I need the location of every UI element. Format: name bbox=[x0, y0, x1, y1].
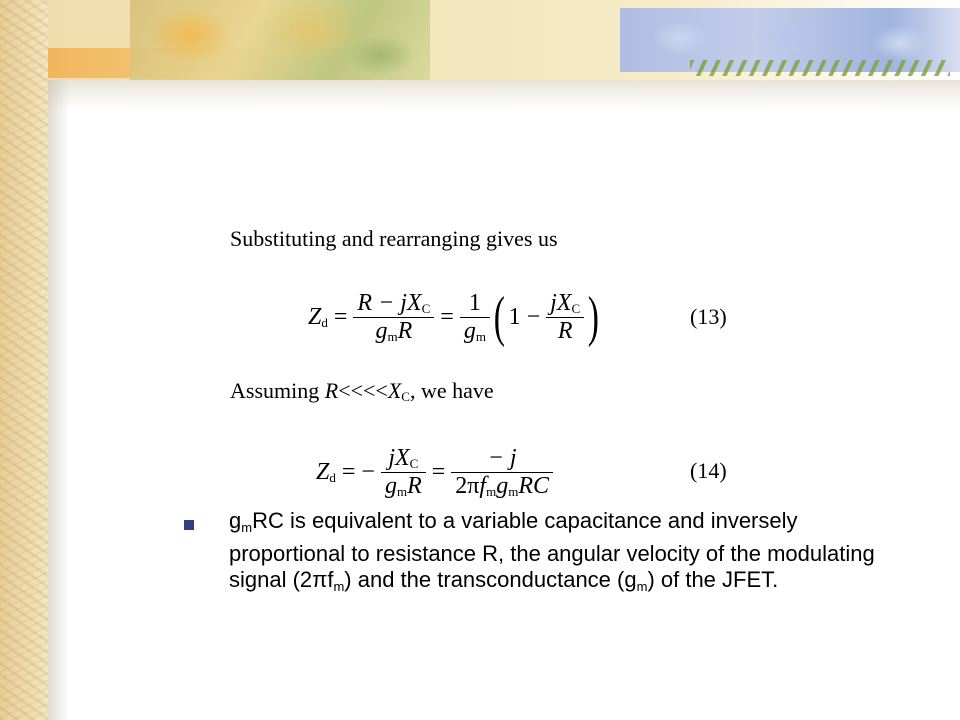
assumption-prefix: Assuming bbox=[230, 378, 325, 403]
eq13-f2-denominator bbox=[460, 318, 490, 345]
eq13-f3-num-sub: C bbox=[571, 300, 581, 316]
equation-14 bbox=[316, 437, 553, 507]
eq13-equals-2: = bbox=[440, 303, 454, 330]
equation-13-number: (13) bbox=[690, 304, 727, 329]
eq13-inner-minus: − bbox=[526, 303, 541, 330]
eq14-f1-num-j: j bbox=[388, 444, 395, 471]
assumption-ops: <<<< bbox=[338, 378, 388, 403]
eq13-fraction-3 bbox=[546, 290, 584, 345]
eq13-paren-close: ) bbox=[587, 286, 600, 348]
eq13-fraction-1 bbox=[353, 290, 434, 345]
eq14-lhs-main: Z bbox=[316, 458, 330, 485]
eq13-f1-den-r: R bbox=[397, 317, 413, 344]
eq13-f3-numerator bbox=[546, 290, 584, 318]
assumption-sub-c: C bbox=[401, 389, 410, 404]
assumption-text bbox=[230, 378, 494, 405]
eq13-f1-den-sub: m bbox=[387, 328, 398, 344]
eq13-paren-open: ( bbox=[493, 286, 505, 348]
square-bullet-icon bbox=[184, 520, 194, 530]
eq13-f3-den-r: R bbox=[557, 317, 573, 344]
eq14-f2-den-g: g bbox=[496, 472, 509, 499]
bullet-text bbox=[229, 508, 909, 600]
bullet-t1: g bbox=[229, 508, 242, 533]
eq13-fraction-2 bbox=[460, 290, 490, 345]
eq13-f1-den-g: g bbox=[375, 317, 388, 344]
bullet-t1-sub: m bbox=[241, 520, 253, 535]
eq14-fraction-1 bbox=[381, 445, 426, 500]
eq13-f3-num-j: j bbox=[550, 289, 557, 316]
eq14-f2-den-f: f bbox=[479, 472, 487, 499]
assumption-var-x: X bbox=[387, 378, 402, 403]
eq13-lhs bbox=[308, 304, 328, 331]
eq13-f1-denominator bbox=[353, 318, 434, 345]
eq13-f2-den-sub: m bbox=[475, 328, 486, 344]
eq14-f2-denominator bbox=[451, 473, 553, 500]
eq13-f1-num-op: − j bbox=[372, 289, 407, 316]
eq13-f2-numerator: 1 bbox=[460, 290, 490, 318]
eq13-f3-denominator bbox=[546, 318, 584, 345]
eq14-f2-num: − j bbox=[487, 444, 517, 471]
intro-text: Substituting and rearranging gives us bbox=[230, 226, 558, 251]
eq14-f2-den-fsub: m bbox=[486, 483, 497, 499]
eq14-f1-numerator bbox=[381, 445, 426, 473]
eq14-f1-num-sub: C bbox=[409, 455, 419, 471]
bullet-t4: ) of the JFET. bbox=[647, 567, 779, 592]
eq14-equals-2: = bbox=[431, 458, 446, 485]
equation-14-number: (14) bbox=[690, 458, 727, 483]
eq13-f1-numerator bbox=[353, 290, 434, 318]
eq13-lhs-sub: d bbox=[321, 314, 328, 330]
eq14-lhs-sub: d bbox=[329, 469, 336, 485]
eq14-f1-den-sub: m bbox=[396, 483, 408, 499]
bullet-t2-sub: m bbox=[333, 579, 345, 594]
eq14-f2-numerator bbox=[451, 445, 553, 473]
eq13-f2-den-g: g bbox=[463, 317, 476, 344]
assumption-suffix: , we have bbox=[409, 378, 494, 403]
eq14-f2-den-2pi: 2π bbox=[455, 472, 480, 499]
bullet-t2: RC is equivalent to a variable capacitance and inversely proportional to resistance R, the angular velocity of the modulating signal (2πf bbox=[229, 508, 875, 592]
eq13-f1-num-x: X bbox=[406, 289, 422, 316]
eq14-f1-den-g: g bbox=[384, 472, 397, 499]
eq13-f1-num-r: R bbox=[357, 289, 373, 316]
bullet-t3-sub: m bbox=[636, 579, 648, 594]
eq14-f1-denominator bbox=[381, 473, 426, 500]
eq14-f1-num-x: X bbox=[395, 444, 410, 471]
eq13-f3-num-x: X bbox=[556, 289, 572, 316]
eq13-inner-one: 1 bbox=[508, 303, 521, 330]
eq14-f2-den-rc: RC bbox=[518, 472, 549, 499]
eq14-lhs bbox=[316, 459, 336, 486]
eq14-equals-1: = − bbox=[341, 458, 375, 485]
eq13-lhs-main: Z bbox=[308, 303, 322, 330]
eq14-f2-den-gsub: m bbox=[508, 483, 519, 499]
equation-13 bbox=[308, 285, 603, 349]
eq13-equals-1: = bbox=[333, 303, 348, 330]
eq13-f1-num-sub: C bbox=[421, 300, 431, 316]
bullet-t3: ) and the transconductance (g bbox=[344, 567, 637, 592]
assumption-var-r: R bbox=[324, 378, 339, 403]
eq14-f1-den-r: R bbox=[407, 472, 422, 499]
eq14-fraction-2 bbox=[451, 445, 553, 500]
